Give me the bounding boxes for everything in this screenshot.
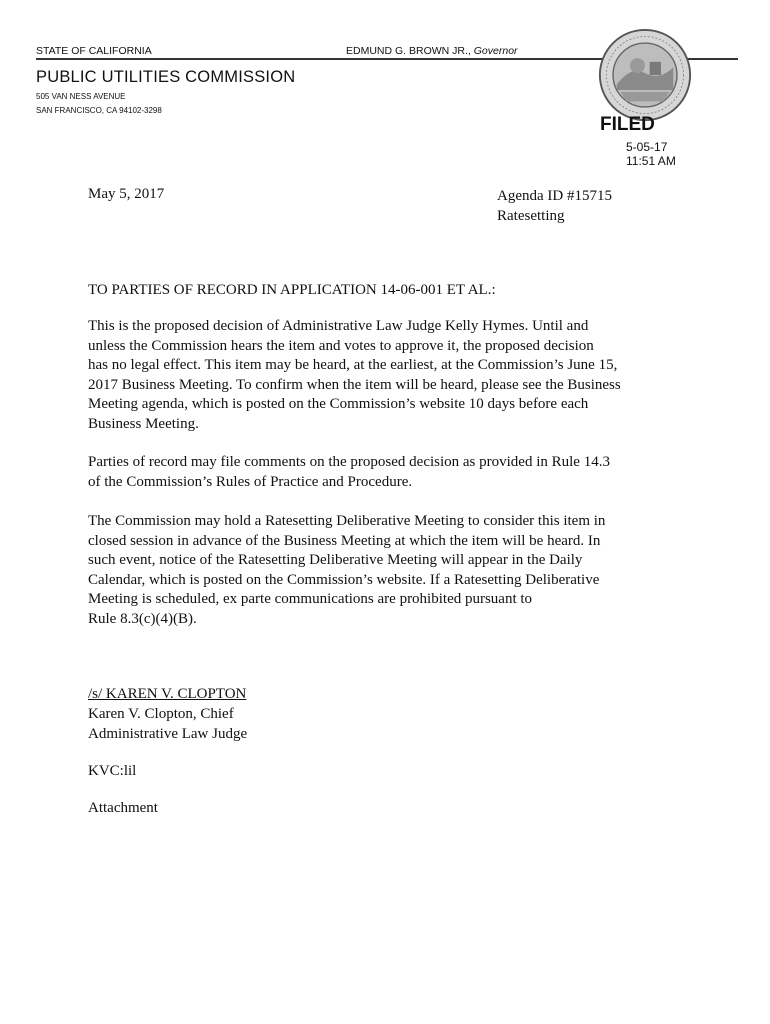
paragraph-line: Business Meeting.	[88, 415, 199, 432]
paragraph-line: Parties of record may file comments on the proposed decision as provided in Rule 14.3	[88, 454, 610, 470]
paragraph-line: unless the Commission hears the item and votes to approve it, the proposed decision	[88, 337, 594, 354]
salutation: TO PARTIES OF RECORD IN APPLICATION 14-06-001 ET AL.:	[88, 282, 496, 298]
agenda-block	[497, 186, 612, 226]
commission-name: PUBLIC UTILITIES COMMISSION	[36, 68, 296, 86]
filed-label: FILED	[600, 114, 655, 135]
signature: /s/ KAREN V. CLOPTON	[88, 686, 247, 702]
paragraph-line: The Commission may hold a Ratesetting Deliberative Meeting to consider this item in	[88, 513, 606, 529]
governor-name: EDMUND G. BROWN JR.,	[346, 45, 471, 57]
address-street: 505 VAN NESS AVENUE	[36, 92, 126, 101]
paragraph-line: has no legal effect. This item may be heard, at the earliest, at the Commission’s June 15,	[88, 357, 618, 373]
state-label: STATE OF CALIFORNIA	[36, 45, 152, 57]
paragraph-line: This is the proposed decision of Administrative Law Judge Kelly Hymes. Until and	[88, 318, 589, 334]
paragraph-deliberative-meeting	[88, 512, 688, 629]
paragraph-proposed-decision	[88, 317, 688, 434]
signer-title: Administrative Law Judge	[88, 726, 248, 742]
address-city: SAN FRANCISCO, CA 94102-3298	[36, 106, 162, 115]
state-seal-icon	[598, 28, 692, 122]
paragraph-line: Rule 8.3(c)(4)(B).	[88, 610, 197, 627]
paragraph-comments	[88, 453, 688, 492]
agenda-id: Agenda ID #15715	[497, 188, 612, 204]
enclosure-note: Attachment	[88, 800, 158, 816]
paragraph-line: Meeting is scheduled, ex parte communications are prohibited pursuant to	[88, 591, 533, 607]
paragraph-line: Calendar, which is posted on the Commission’s website. If a Ratesetting Deliberative	[88, 571, 600, 588]
signer-name: Karen V. Clopton, Chief	[88, 706, 234, 722]
paragraph-line: closed session in advance of the Business Meeting at which the item will be heard. In	[88, 532, 601, 549]
signature-block	[88, 684, 247, 744]
paragraph-line: of the Commission’s Rules of Practice and Procedure.	[88, 473, 413, 490]
filed-date: 5-05-17	[626, 140, 668, 154]
typist-initials: KVC:lil	[88, 763, 137, 779]
paragraph-line: Meeting agenda, which is posted on the Commission’s website 10 days before each	[88, 396, 589, 412]
filed-time: 11:51 AM	[626, 154, 676, 168]
governor-title: Governor	[473, 45, 518, 57]
letter-date: May 5, 2017	[88, 186, 165, 202]
agenda-type: Ratesetting	[497, 208, 565, 224]
governor-line	[346, 45, 518, 57]
paragraph-line: such event, notice of the Ratesetting Deliberative Meeting will appear in the Daily	[88, 552, 583, 568]
paragraph-line: 2017 Business Meeting. To confirm when the item will be heard, please see the Business	[88, 376, 621, 393]
